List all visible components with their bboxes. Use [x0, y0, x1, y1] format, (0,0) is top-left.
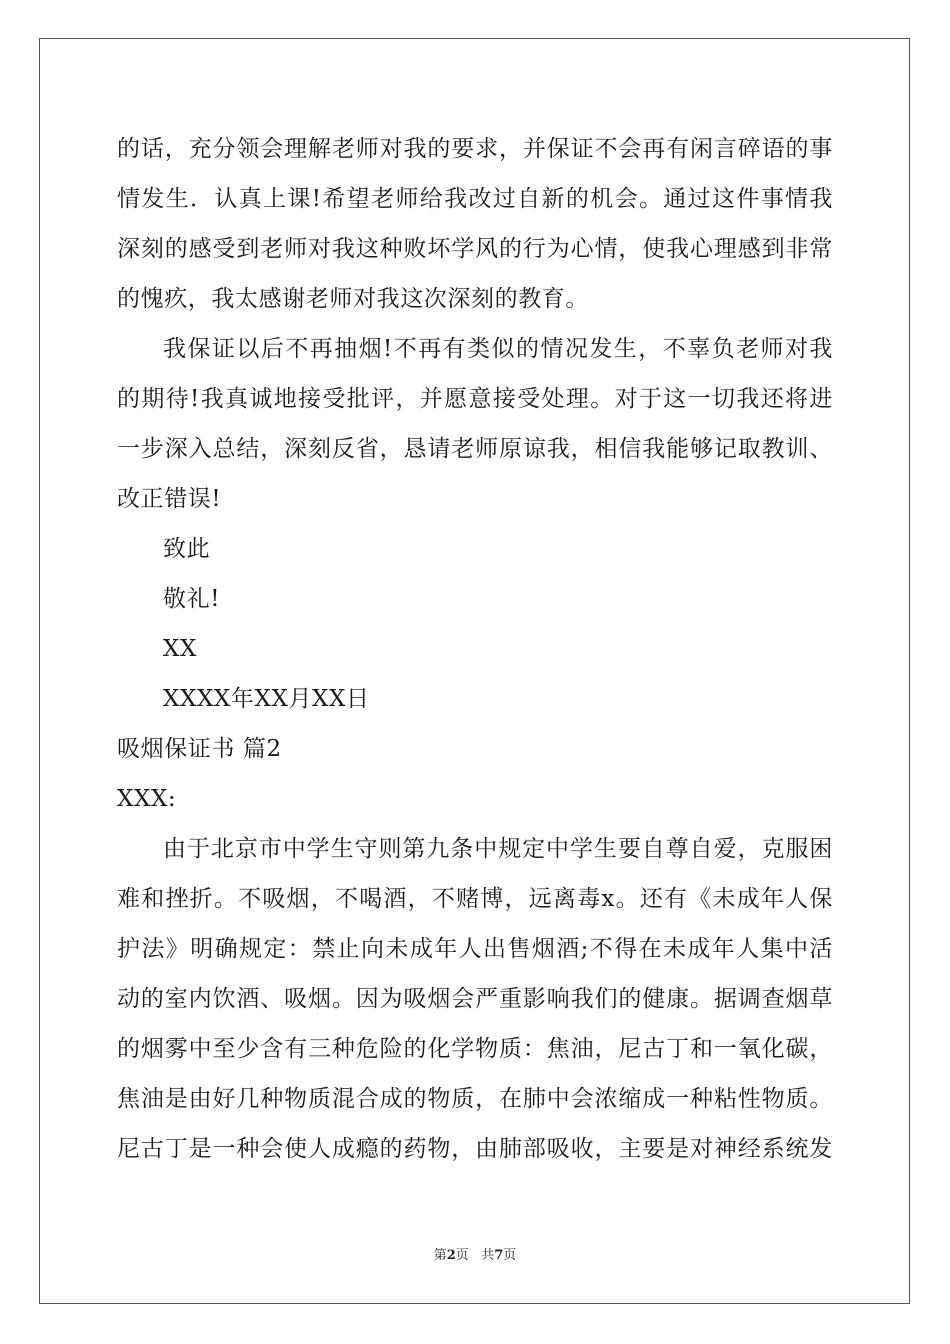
text-line: XXX:	[117, 786, 177, 812]
text-line: 我保证以后不再抽烟!不再有类似的情况发生，不辜负老师对我	[163, 336, 833, 362]
document-body	[117, 128, 833, 1178]
text-line: 情发生．认真上课!希望老师给我改过自新的机会。通过这件事情我	[117, 186, 833, 212]
footer-page-suffix: 页	[455, 1248, 469, 1263]
text-line: 敬礼!	[163, 586, 221, 612]
footer-total-prefix: 共	[481, 1248, 495, 1263]
text-line: 致此	[163, 536, 211, 562]
footer-page-number: 2	[446, 1248, 456, 1263]
text-line: 护法》明确规定：禁止向未成年人出售烟酒;不得在未成年人集中活	[117, 936, 833, 962]
text-line: 尼古丁是一种会使人成瘾的药物，由肺部吸收，主要是对神经系统发	[117, 1136, 833, 1162]
text-line: XX	[163, 636, 197, 662]
text-line: 一步深入总结，深刻反省，恳请老师原谅我，相信我能够记取教训、	[117, 436, 833, 462]
footer-page-prefix: 第	[433, 1248, 447, 1263]
text-line: 的烟雾中至少含有三种危险的化学物质：焦油，尼古丁和一氧化碳，	[117, 1036, 833, 1062]
text-line: XXXX年XX月XX日	[163, 686, 370, 712]
text-line: 的期待!我真诚地接受批评，并愿意接受处理。对于这一切我还将进	[117, 386, 833, 412]
text-line: 由于北京市中学生守则第九条中规定中学生要自尊自爱，克服困	[163, 836, 833, 862]
text-line: 改正错误!	[117, 486, 222, 512]
text-line: 动的室内饮酒、吸烟。因为吸烟会严重影响我们的健康。据调查烟草	[117, 986, 833, 1012]
footer-total-suffix: 页	[503, 1248, 517, 1263]
page-footer	[0, 1244, 950, 1263]
text-line: 难和挫折。不吸烟，不喝酒，不赌博，远离毒x。还有《未成年人保	[117, 886, 833, 912]
footer-total-pages: 7	[494, 1248, 504, 1263]
text-line: 焦油是由好几种物质混合成的物质，在肺中会浓缩成一种粘性物质。	[117, 1086, 833, 1112]
text-line: 吸烟保证书 篇2	[117, 736, 282, 762]
text-line: 的话，充分领会理解老师对我的要求，并保证不会再有闲言碎语的事	[117, 136, 833, 162]
text-line: 的愧疚，我太感谢老师对我这次深刻的教育。	[117, 286, 589, 312]
text-line: 深刻的感受到老师对我这种败坏学风的行为心情，使我心理感到非常	[117, 236, 833, 262]
